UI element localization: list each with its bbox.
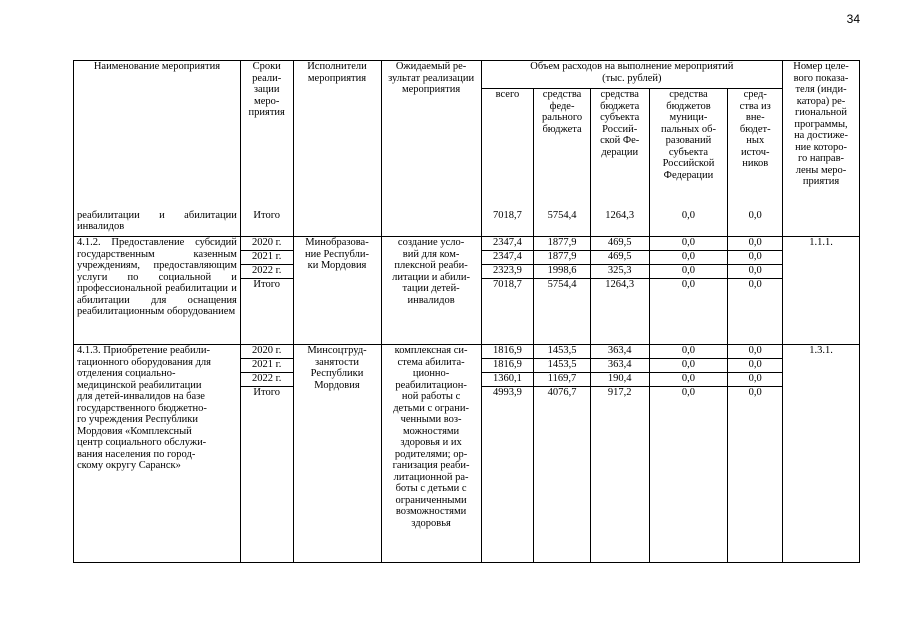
value-extra: 0,0 [728,373,783,387]
table-row [74,345,860,359]
measure-year: 2022 г. [240,373,293,387]
header-terms: Сроки реали- зации меро- приятия [240,61,293,210]
value-extra: 0,0 [728,265,783,279]
value-municipal: 0,0 [649,373,728,387]
value-total: 7018,7 [481,279,534,345]
measure-name: 4.1.2. Предоставление субсидий государственным казенным учреждениям, предоставляющим услуги по социальной и профессиональной реабилитации и абилитации для оснащения реабилитационным оборудованием [74,237,241,345]
measure-executor: Минобразова- ние Республи- ки Мордовия [293,237,381,345]
measure-name: 4.1.3. Приобретение реабили- тационного оборудования для отделения социально- медицинской реабилитации для детей-инвалидов на базе государственного бюджетно- го учреждения Республики Мордовия «Комплексный центр социального обслужи- вания населения по город- скому округу Саранск» [74,345,241,563]
continuation-year: Итого [240,210,293,237]
value-subject: 190,4 [590,373,649,387]
value-total: 1816,9 [481,359,534,373]
value-federal: 1998,6 [534,265,591,279]
value-subject: 363,4 [590,345,649,359]
table-header-row [74,61,860,89]
measure-executor: Минсоцтруд- занятости Республики Мордовия [293,345,381,563]
measure-year: 2021 г. [240,359,293,373]
header-name: Наименование мероприятия [74,61,241,210]
value-municipal: 0,0 [649,279,728,345]
measure-result: создание усло- вий для ком- плексной реаби- литации и абили- тации детей- инвалидов [381,237,481,345]
header-federal: средства феде- рального бюджета [534,89,591,210]
value-subject: 325,3 [590,265,649,279]
header-result: Ожидаемый ре- зультат реализации мероприятия [381,61,481,210]
header-indicator: Номер целе- вого показа- теля (инди- катора) ре- гиональной программы, на достиже- ние которо- го направ- лены меро- приятия [783,61,860,237]
header-subject: средства бюджета субъекта Россий- ской Фе- дерации [590,89,649,210]
value-subject: 469,5 [590,237,649,251]
value-municipal: 0,0 [649,251,728,265]
value-subject: 469,5 [590,251,649,265]
value-municipal: 0,0 [649,387,728,563]
table-row [74,237,860,251]
value-federal: 5754,4 [534,279,591,345]
header-total: всего [481,89,534,210]
value-extra: 0,0 [728,237,783,251]
header-extra: сред- ства из вне- бюдет- ных источ- ников [728,89,783,210]
continuation-total: 7018,7 [481,210,534,237]
continuation-federal: 5754,4 [534,210,591,237]
value-federal: 1877,9 [534,251,591,265]
value-total: 1816,9 [481,345,534,359]
value-municipal: 0,0 [649,265,728,279]
value-federal: 1169,7 [534,373,591,387]
value-extra: 0,0 [728,345,783,359]
measure-indicator: 1.1.1. [783,237,860,345]
continuation-municipal: 0,0 [649,210,728,237]
value-federal: 4076,7 [534,387,591,563]
value-federal: 1453,5 [534,359,591,373]
value-federal: 1453,5 [534,345,591,359]
value-extra: 0,0 [728,359,783,373]
header-executors: Исполнители мероприятия [293,61,381,210]
header-volume: Объем расходов на выполнение мероприятий (тыс. рублей) [481,61,782,89]
continuation-result-empty [381,210,481,237]
measure-year: Итого [240,387,293,563]
value-extra: 0,0 [728,387,783,563]
measure-year: 2020 г. [240,237,293,251]
value-municipal: 0,0 [649,345,728,359]
value-total: 4993,9 [481,387,534,563]
measure-year: Итого [240,279,293,345]
continuation-extra: 0,0 [728,210,783,237]
value-subject: 363,4 [590,359,649,373]
value-municipal: 0,0 [649,359,728,373]
continuation-name: реабилитации и абилитации инвалидов [74,210,241,237]
measure-result: комплексная си- стема абилита- ционно- реабилитацион- ной работы с детьми с ограни- ченными воз- можностями здоровья и их родителями; ор- ганизация реаби- литационной ра- боты с детьми с ограниченными возможностями здоровья [381,345,481,563]
page-number: 34 [846,12,860,26]
value-subject: 917,2 [590,387,649,563]
value-total: 2347,4 [481,251,534,265]
measure-year: 2020 г. [240,345,293,359]
measure-indicator: 1.3.1. [783,345,860,563]
continuation-executor-empty [293,210,381,237]
header-municipal: средства бюджетов муници- пальных об- разований субъекта Российской Федерации [649,89,728,210]
measure-year: 2022 г. [240,265,293,279]
value-extra: 0,0 [728,251,783,265]
value-total: 1360,1 [481,373,534,387]
continuation-subject: 1264,3 [590,210,649,237]
continuation-row [74,210,860,237]
value-federal: 1877,9 [534,237,591,251]
value-extra: 0,0 [728,279,783,345]
measure-year: 2021 г. [240,251,293,265]
value-total: 2323,9 [481,265,534,279]
measures-table [73,60,860,563]
value-total: 2347,4 [481,237,534,251]
value-subject: 1264,3 [590,279,649,345]
value-municipal: 0,0 [649,237,728,251]
